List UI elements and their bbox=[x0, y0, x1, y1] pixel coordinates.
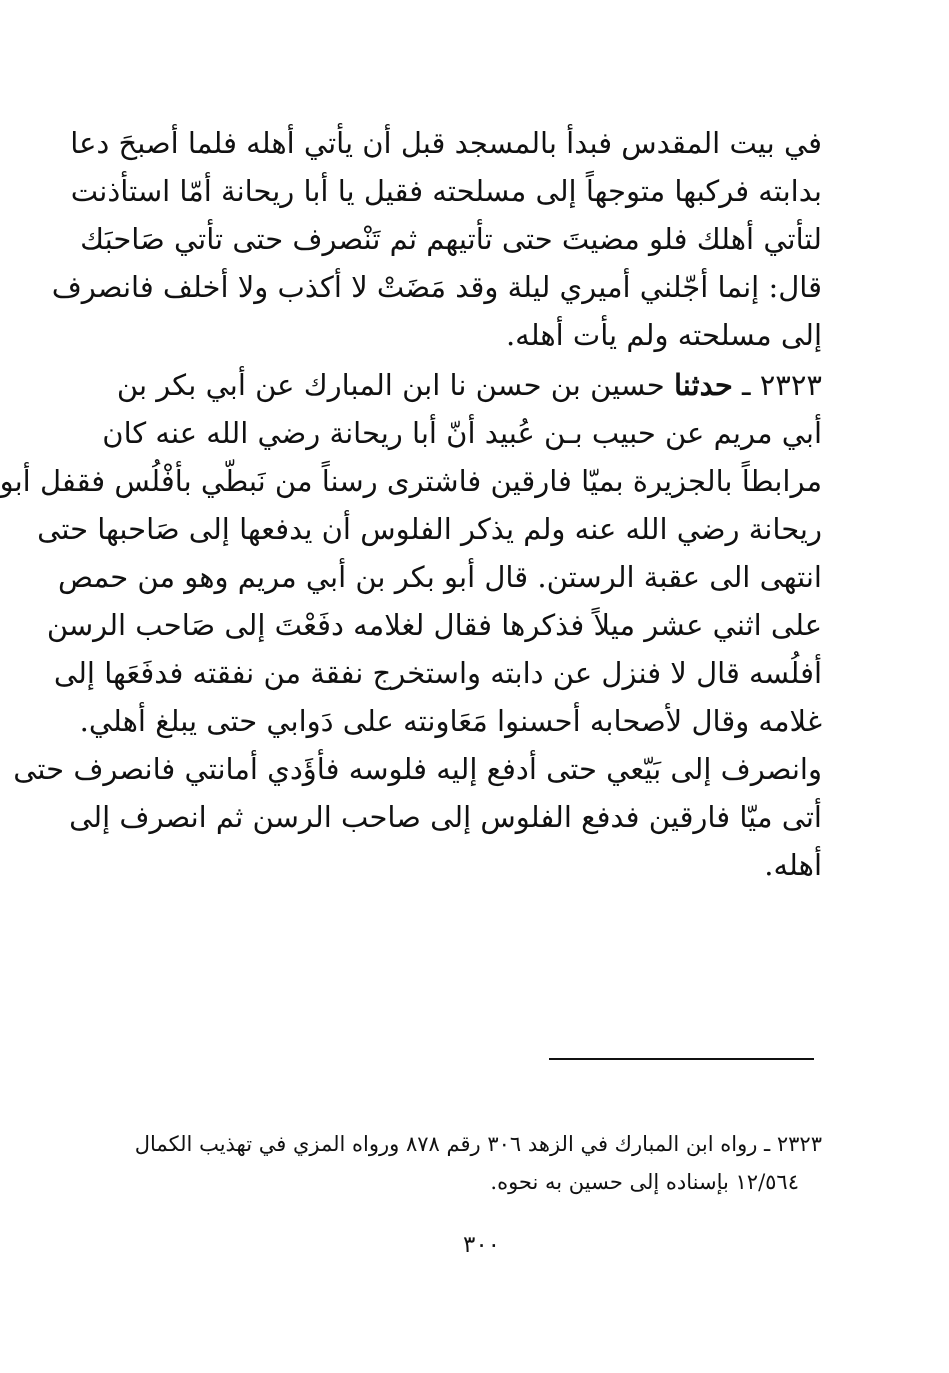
body-line: على اثني عشر ميلاً فذكرها فقال لغلامه دفَعْتَ إلى صَاحب الرسن bbox=[46, 608, 822, 642]
body-line: انتهى الى عقبة الرستن. قال أبو بكر بن أبي مريم وهو من حمص bbox=[57, 560, 822, 594]
body-line: أفلُسه قال لا فنزل عن دابته واستخرج نفقة من نفقته فدفَعَها إلى bbox=[53, 656, 822, 690]
body-line: أهله. bbox=[764, 848, 822, 882]
footnote-divider bbox=[549, 1058, 814, 1060]
body-line: ريحانة رضي الله عنه ولم يذكر الفلوس أن يدفعها إلى صَاحبها حتى bbox=[37, 512, 822, 546]
body-line: أتى ميّا فارقين فدفع الفلوس إلى صاحب الرسن ثم انصرف إلى bbox=[69, 800, 822, 834]
body-line: لتأتي أهلك فلو مضيتَ حتى تأتيهم ثم تَنْصرف حتى تأتي صَاحبَك bbox=[80, 222, 822, 256]
footnote-line: ١٢/٥٦٤ بإسناده إلى حسين به نحوه. bbox=[490, 1170, 799, 1194]
body-line: إلى مسلحته ولم يأت أهله. bbox=[505, 318, 822, 352]
hadith-lead-word: حدثنا bbox=[673, 368, 733, 402]
hadith-number: ٢٣٢٣ ـ bbox=[741, 368, 822, 402]
body-line: غلامه وقال لأصحابه أحسنوا مَعَاونته على دَوابي حتى يبلغ أهلي. bbox=[79, 704, 822, 738]
footnote-line: ٢٣٢٣ ـ رواه ابن المبارك في الزهد ٣٠٦ رقم ٨٧٨ ورواه المزي في تهذيب الكمال bbox=[134, 1132, 822, 1156]
body-line: قال: إنما أجّلني أميري ليلة وقد مَضَتْ لا أكذب ولا أخلف فانصرف bbox=[51, 270, 822, 304]
hadith-first-line bbox=[116, 362, 822, 408]
hadith-first-line-text: حسين بن حسن نا ابن المبارك عن أبي بكر بن bbox=[116, 368, 665, 402]
page-number: ٣٠٠ bbox=[462, 1232, 501, 1258]
body-line: بدابته فركبها متوجهاً إلى مسلحته فقيل يا أبا ريحانة أمّا استأذنت bbox=[70, 174, 822, 208]
body-line: وانصرف إلى بَيّعي حتى أدفع إليه فلوسه فأؤَدي أمانتي فانصرف حتى bbox=[13, 752, 822, 786]
body-line: أبي مريم عن حبيب بـن عُبيد أنّ أبا ريحانة رضي الله عنه كان bbox=[102, 416, 822, 450]
body-line: في بيت المقدس فبدأ بالمسجد قبل أن يأتي أهله فلما أصبحَ دعا bbox=[70, 126, 822, 160]
body-line: مرابطاً بالجزيرة بميّا فارقين فاشترى رسناً من نَبطّي بأفْلُس فقفل أبو bbox=[0, 464, 822, 498]
